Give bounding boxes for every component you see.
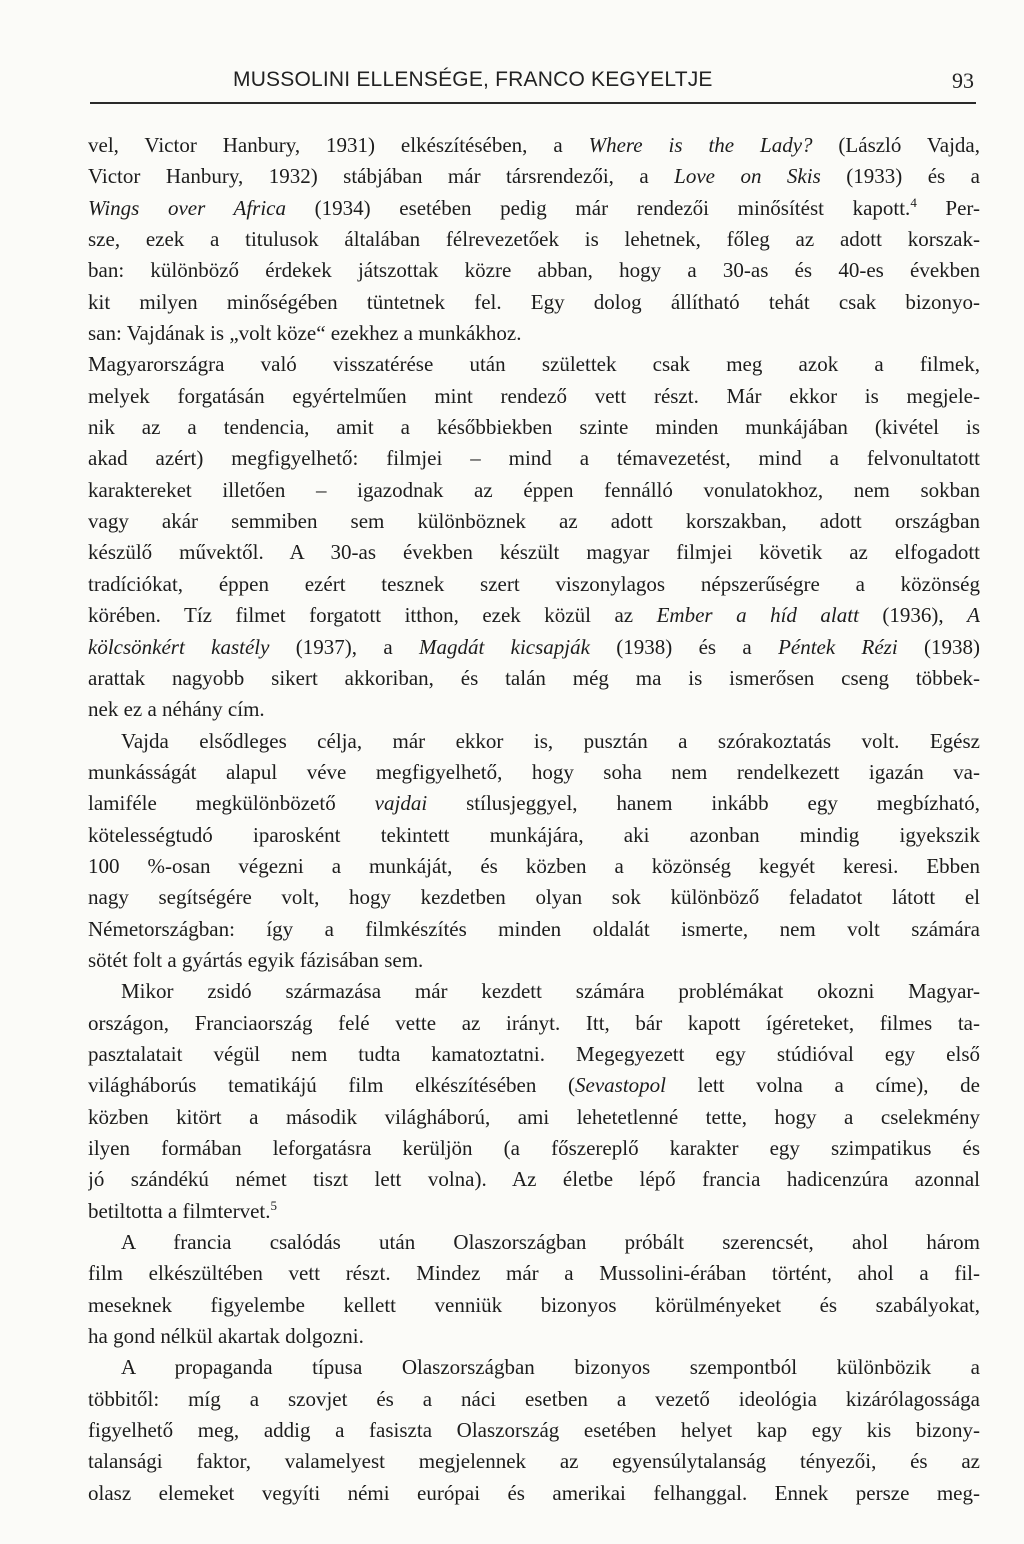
italic-title: vajdai [374, 791, 428, 816]
text-segment: Victor Hanbury, 1932) stábjában már társrendezői, a [88, 164, 675, 189]
text-line [88, 287, 980, 318]
text-segment: (1937), a [269, 634, 419, 659]
text-segment: Németországban: így a filmkészítés minden oldalát ismerte, nem volt számára [88, 916, 980, 941]
italic-title: Wings over Africa [88, 195, 287, 220]
text-line [88, 1164, 980, 1195]
text-segment: készülő művektől. A 30-as években készült magyar filmjei követik az elfogadott [88, 540, 980, 565]
text-segment: nek ez a néhány cím. [88, 697, 265, 722]
italic-title: Sevastopol [575, 1073, 667, 1098]
italic-title: Love on Skis [674, 164, 821, 189]
text-segment: lamiféle megkülönbözető [88, 791, 375, 816]
text-line [88, 1102, 980, 1133]
italic-title: Where is the Lady? [588, 133, 813, 157]
text-segment: világháborús tematikájú film elkészítésében ( [88, 1073, 576, 1098]
text-segment: sze, ezek a titulusok általában félrevezetőek is lehetnek, főleg az adott korszak- [88, 227, 980, 252]
text-segment: sötét folt a gyártás egyik fázisában sem. [88, 947, 424, 972]
text-line [88, 882, 980, 913]
text-line [88, 1258, 980, 1289]
text-line [88, 694, 980, 725]
text-line [88, 945, 980, 976]
text-line [88, 632, 980, 663]
text-segment: (1938) és a [589, 634, 779, 659]
text-segment: Per- [916, 195, 980, 220]
text-line [88, 1446, 980, 1477]
text-segment: (1936), [858, 603, 968, 628]
text-segment: nik az a tendencia, amit a későbbiekben szinte minden munkájában (kivétel is [88, 415, 980, 440]
italic-title: Ember a híd alatt [656, 603, 859, 628]
running-title: MUSSOLINI ELLENSÉGE, FRANCO KEGYELTJE [233, 68, 713, 91]
text-segment: (1938) [897, 634, 980, 659]
footnote-marker: 5 [270, 1197, 278, 1213]
text-line [88, 537, 980, 568]
italic-title: Magdát kicsapják [418, 634, 590, 659]
text-line [88, 1478, 980, 1509]
text-line [88, 381, 980, 412]
header-rule [90, 102, 976, 104]
text-segment: munkásságát alapul véve megfigyelhető, hogy soha nem rendelkezett igazán va- [88, 759, 980, 784]
text-segment: (1933) és a [820, 164, 980, 189]
italic-title: Péntek Rézi [778, 634, 898, 659]
text-segment: (László Vajda, [812, 133, 980, 157]
text-segment: Mikor zsidó származása már kezdett számára problémákat okozni Magyar- [121, 979, 980, 1004]
text-segment: Vajda elsődleges célja, már ekkor is, pusztán a szórakoztatás volt. Egész [121, 728, 980, 753]
text-line [88, 349, 980, 380]
text-segment: A francia csalódás után Olaszországban próbált szerencsét, ahol három [121, 1230, 980, 1255]
text-segment: betiltotta a filmtervet. [88, 1198, 271, 1223]
text-line [88, 600, 980, 631]
text-segment: közben kitört a második világháború, ami lehetetlenné tette, hogy a cselekmény [88, 1104, 980, 1129]
text-segment: akad azért) megfigyelhető: filmjei – mind a témavezetést, mind a felvonultatott [88, 446, 980, 471]
text-line [88, 1039, 980, 1070]
text-line [88, 820, 980, 851]
text-segment: tradíciókat, éppen ezért tesznek szert viszonylagos népszerűségre a közönség [88, 571, 980, 596]
text-segment: országon, Franciaország felé vette az irányt. Itt, bár kapott ígéreteket, filmes ta- [88, 1010, 980, 1035]
text-line [88, 569, 980, 600]
page-number: 93 [952, 68, 974, 93]
text-segment: olasz elemeket vegyíti némi európai és amerikai felhanggal. Ennek persze meg- [88, 1480, 980, 1505]
text-line [88, 1227, 980, 1258]
text-line [88, 1415, 980, 1446]
text-line [88, 224, 980, 255]
text-line [88, 193, 980, 224]
text-segment: vel, Victor Hanbury, 1931) elkészítésében, a [88, 133, 589, 157]
text-line [88, 976, 980, 1007]
text-segment: többitől: míg a szovjet és a náci esetben a vezető ideológia kizárólagossága [88, 1386, 980, 1411]
text-line [88, 914, 980, 945]
text-line [88, 663, 980, 694]
text-segment: 100 %-osan végezni a munkáját, és közben a közönség kegyét keresi. Ebben [88, 853, 980, 878]
text-segment: ilyen formában leforgatásra kerüljön (a főszereplő karakter egy szimpatikus és [88, 1136, 980, 1160]
text-segment: talansági faktor, valamelyest megjelennek az egyensúlytalanság tényezői, és az [88, 1449, 980, 1474]
text-line [88, 851, 980, 882]
text-segment: pasztalatait végül nem tudta kamatoztatni. Megegyezett egy stúdióval egy első [88, 1041, 980, 1066]
text-line [88, 475, 980, 506]
text-line [88, 318, 980, 349]
text-segment: kötelességtudó iparosként tekintett munkájára, aki azonban mindig igyekszik [88, 822, 980, 847]
text-segment: ban: különböző érdekek játszottak közre abban, hogy a 30-as és 40-es években [88, 258, 980, 283]
text-line [88, 788, 980, 819]
text-segment: nagy segítségére volt, hogy kezdetben olyan sok különböző feladatot látott el [88, 885, 980, 910]
text-line [88, 130, 980, 161]
text-line [88, 1070, 980, 1101]
text-line [88, 443, 980, 474]
text-segment: san: Vajdának is „volt köze“ ezekhez a munkákhoz. [88, 321, 522, 346]
text-line [88, 1196, 980, 1227]
text-segment: lett volna a címe), de [666, 1073, 980, 1098]
text-line [88, 1321, 980, 1352]
text-segment: stílusjeggyel, hanem inkább egy megbízható, [427, 791, 980, 816]
italic-title: A [967, 603, 980, 628]
text-line [88, 1008, 980, 1039]
text-line [88, 1133, 980, 1164]
text-line [88, 161, 980, 192]
text-segment: (1934) esetében pedig már rendezői minősítést kapott. [286, 195, 911, 220]
italic-title: kölcsönkért kastély [88, 634, 270, 659]
text-segment: melyek forgatásán egyértelműen mint rendező vett részt. Már ekkor is megjele- [88, 383, 980, 408]
text-segment: körében. Tíz filmet forgatott itthon, ezek közül az [88, 603, 657, 628]
text-line [88, 757, 980, 788]
text-segment: jó szándékú német tiszt lett volna). Az életbe lépő francia hadicenzúra azonnal [88, 1167, 980, 1192]
text-segment: karaktereket illetően – igazodnak az éppen fennálló vonulatokhoz, nem sokban [88, 477, 980, 502]
footnote-marker: 4 [910, 194, 917, 210]
text-line [88, 506, 980, 537]
text-line [88, 726, 980, 757]
text-line [88, 1352, 980, 1383]
text-line [88, 412, 980, 443]
text-segment: ha gond nélkül akartak dolgozni. [88, 1324, 364, 1349]
running-head [90, 64, 976, 100]
text-segment: figyelhető meg, addig a fasiszta Olaszország esetében helyet kap egy kis bizony- [88, 1418, 980, 1443]
body-text [88, 130, 980, 1509]
text-segment: meseknek figyelembe kellett venniük bizonyos körülményeket és szabályokat, [88, 1292, 980, 1317]
text-segment: A propaganda típusa Olaszországban bizonyos szempontból különbözik a [121, 1355, 980, 1380]
text-line [88, 1384, 980, 1415]
text-line [88, 255, 980, 286]
text-line [88, 1290, 980, 1321]
text-segment: arattak nagyobb sikert akkoriban, és talán még ma is ismerősen cseng többek- [88, 665, 980, 690]
text-segment: Magyarországra való visszatérése után születtek csak meg azok a filmek, [88, 352, 980, 377]
text-segment: film elkészültében vett részt. Mindez már a Mussolini-érában történt, ahol a fil- [88, 1261, 980, 1286]
text-segment: kit milyen minőségében tüntetnek fel. Egy dolog állítható tehát csak bizonyo- [88, 289, 980, 314]
text-segment: vagy akár semmiben sem különböznek az adott korszakban, adott országban [88, 509, 980, 534]
